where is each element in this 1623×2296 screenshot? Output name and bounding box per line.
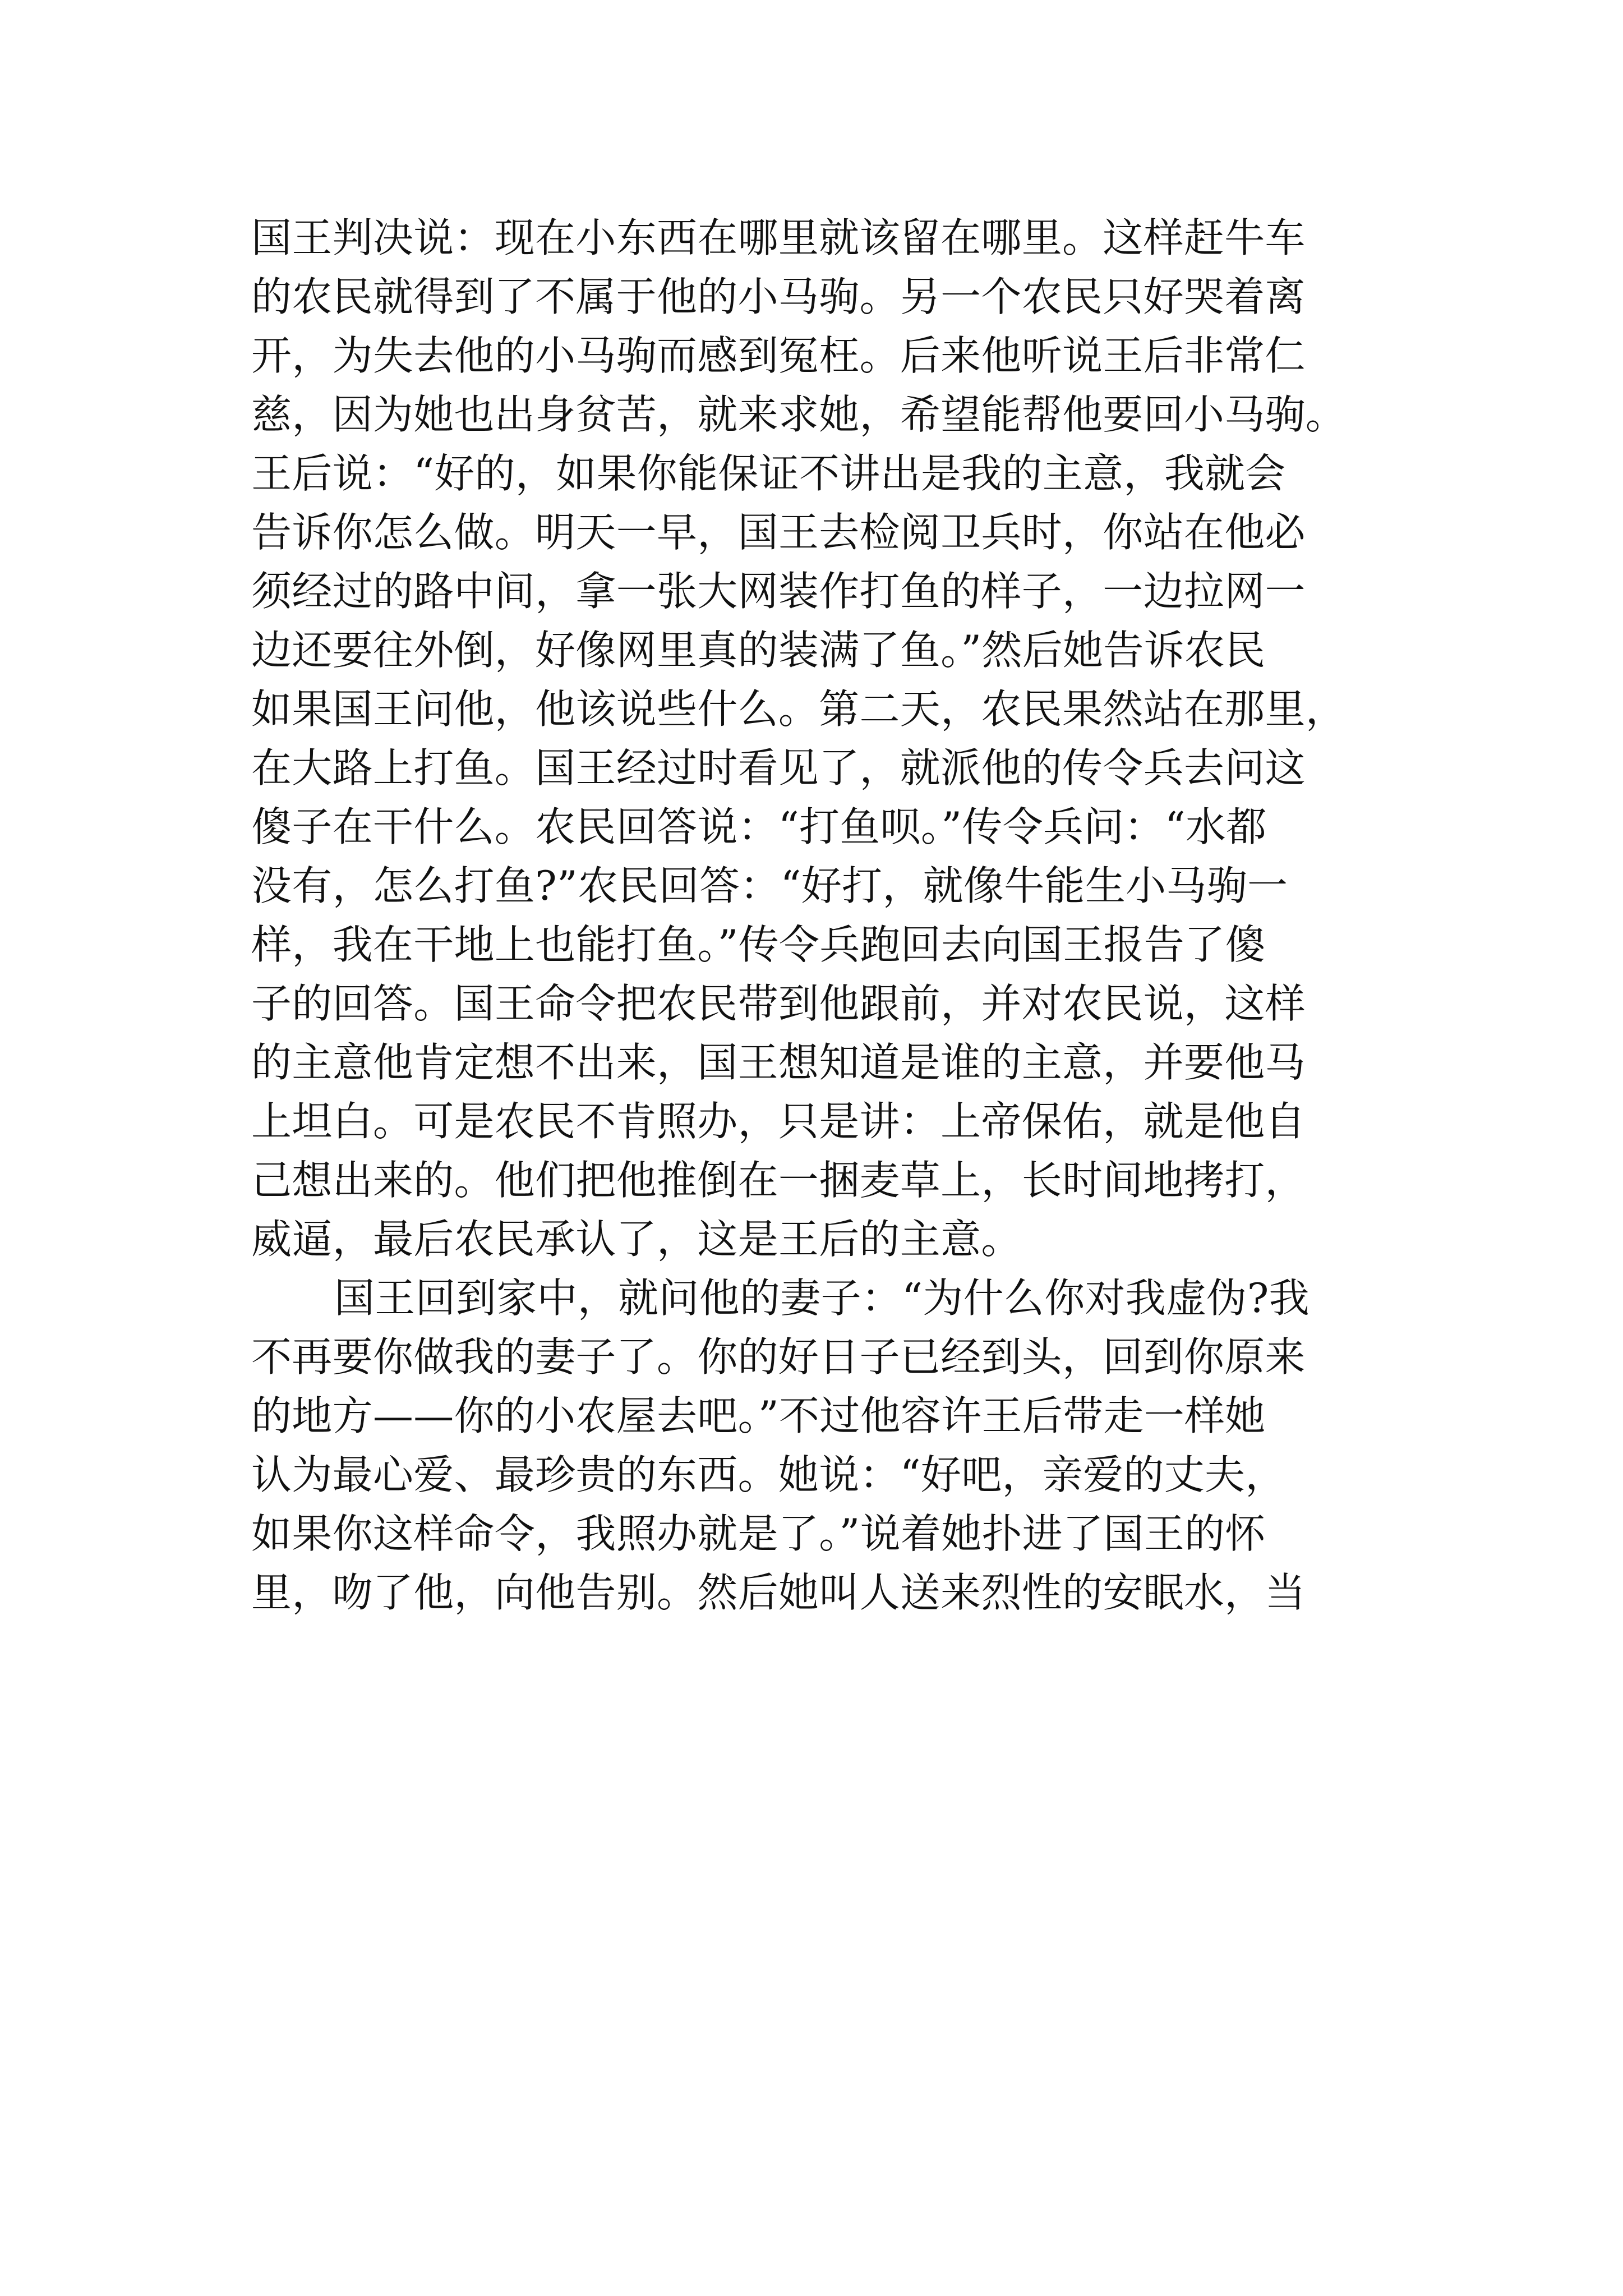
text-line: 告诉你怎么做。明天一早，国王去检阅卫兵时，你站在他必 [251, 509, 1306, 556]
text-line: 如果国王问他，他该说些什么。第二天，农民果然站在那里， [251, 685, 1347, 733]
text-line: 开，为失去他的小马驹而感到冤枉。后来他听说王后非常仁 [251, 332, 1306, 379]
text-line: 己想出来的。他们把他推倒在一捆麦草上，长时间地拷打， [251, 1157, 1306, 1204]
body-text [251, 209, 1401, 1622]
text-line: 须经过的路中间，拿一张大网装作打鱼的样子，一边拉网一 [251, 568, 1306, 615]
paragraph-start-line: 国王回到家中，就问他的妻子：“为什么你对我虚伪?我 [334, 1274, 1310, 1322]
text-line: 上坦白。可是农民不肯照办，只是讲：上帝保佑，就是他自 [251, 1098, 1306, 1145]
text-line: 没有，怎么打鱼?”农民回答：“好打，就像牛能生小马驹一 [251, 862, 1288, 909]
text-line: 认为最心爱、最珍贵的东西。她说：“好吧，亲爱的丈夫， [251, 1451, 1286, 1498]
text-line: 慈，因为她也出身贫苦，就来求她，希望能帮他要回小马驹。 [251, 391, 1347, 438]
text-line: 子的回答。国王命令把农民带到他跟前，并对农民说，这样 [251, 980, 1306, 1027]
text-line: 的主意他肯定想不出来，国王想知道是谁的主意，并要他马 [251, 1039, 1306, 1086]
text-line: 傻子在干什么。农民回答说：“打鱼呗。”传令兵问：“水都 [251, 803, 1267, 850]
text-line: 国王判决说：现在小东西在哪里就该留在哪里。这样赶牛车 [251, 214, 1306, 261]
text-line: 的地方——你的小农屋去吧。”不过他容许王后带走一样她 [251, 1392, 1266, 1439]
text-line: 样，我在干地上也能打鱼。”传令兵跑回去向国王报告了傻 [251, 921, 1266, 968]
text-line: 王后说：“好的，如果你能保证不讲出是我的主意，我就会 [251, 450, 1286, 497]
text-line: 威逼，最后农民承认了，这是王后的主意。 [251, 1216, 1022, 1263]
text-line: 在大路上打鱼。国王经过时看见了，就派他的传令兵去问这 [251, 744, 1306, 792]
text-line: 的农民就得到了不属于他的小马驹。另一个农民只好哭着离 [251, 273, 1306, 320]
text-line: 不再要你做我的妻子了。你的好日子已经到头，回到你原来 [251, 1333, 1306, 1381]
text-line: 里，吻了他，向他告别。然后她叫人送来烈性的安眠水，当 [251, 1569, 1306, 1616]
text-line: 边还要往外倒，好像网里真的装满了鱼。”然后她告诉农民 [251, 627, 1266, 674]
text-line: 如果你这样命令，我照办就是了。”说着她扑进了国王的怀 [251, 1510, 1266, 1557]
